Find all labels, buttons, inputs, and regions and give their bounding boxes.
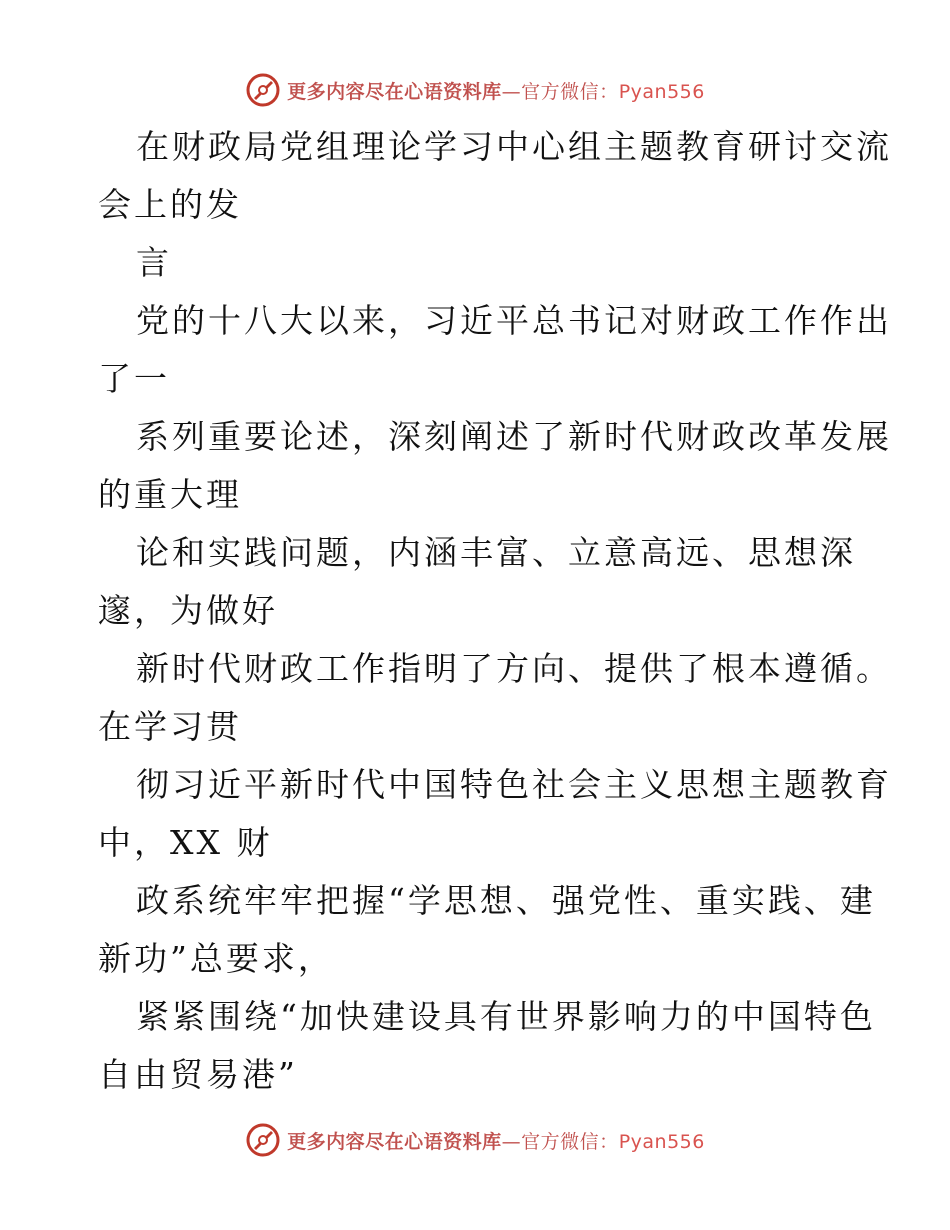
quill-logo-icon (245, 1122, 281, 1158)
text-line: 论和实践问题，内涵丰富、立意高远、思想深 (136, 533, 856, 572)
text-line: 党的十八大以来，习近平总书记对财政工作作出 (136, 301, 892, 340)
text-line: 系列重要论述，深刻阐述了新时代财政改革发展 (136, 417, 892, 456)
text-line: 言 (136, 243, 172, 282)
watermark-site: 更多内容尽在心语资料库 (287, 80, 502, 103)
text-line: 在学习贯 (98, 707, 242, 746)
watermark-text (287, 77, 705, 104)
quill-logo-icon (245, 72, 281, 108)
text-line: 会上的发 (98, 185, 242, 224)
text-line: 在财政局党组理论学习中心组主题教育研讨交流 (136, 127, 892, 166)
text-line: 新功”总要求， (98, 939, 334, 978)
watermark-label: —官方微信： (501, 1130, 619, 1153)
watermark-wechat-id: Pyan556 (618, 1130, 705, 1153)
watermark-text (287, 1127, 705, 1154)
text-line: 紧紧围绕“加快建设具有世界影响力的中国特色 (136, 997, 876, 1036)
text-line: 的重大理 (98, 475, 242, 514)
watermark-wechat-id: Pyan556 (618, 80, 705, 103)
watermark-label: —官方微信： (501, 80, 619, 103)
header-watermark (0, 68, 950, 112)
text-line: 彻习近平新时代中国特色社会主义思想主题教育 (136, 765, 892, 804)
text-line: 了一 (98, 359, 170, 398)
text-line: 邃，为做好 (98, 591, 278, 630)
text-line: 政系统牢牢把握“学思想、强党性、重实践、建 (136, 881, 876, 920)
text-line: 自由贸易港” (98, 1055, 298, 1094)
footer-watermark (0, 1118, 950, 1162)
text-line: 中，XX 财 (98, 823, 273, 862)
watermark-site: 更多内容尽在心语资料库 (287, 1130, 502, 1153)
text-line: 新时代财政工作指明了方向、提供了根本遵循。 (136, 649, 892, 688)
document-body (98, 118, 892, 1104)
